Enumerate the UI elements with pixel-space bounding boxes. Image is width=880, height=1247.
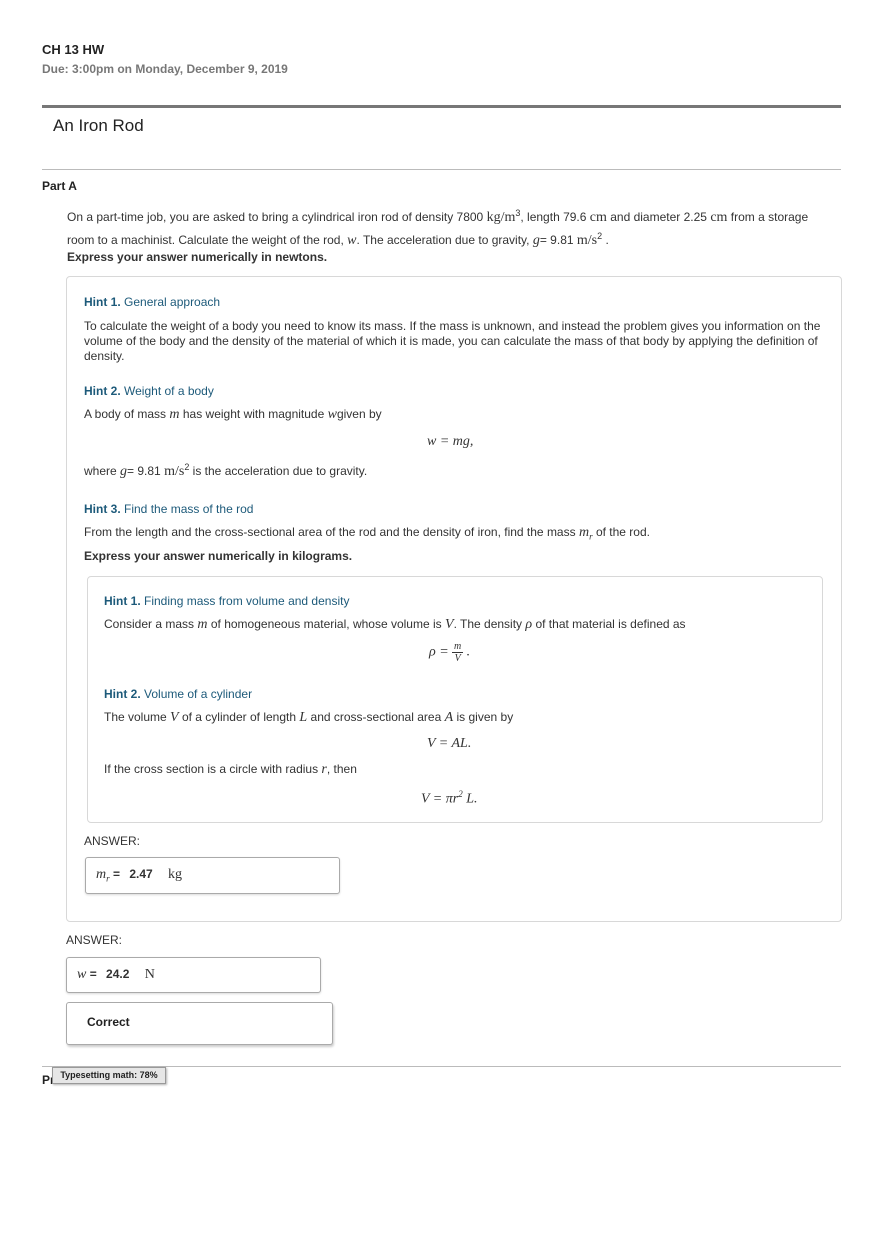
part-a-label: Part A [42, 179, 77, 193]
hint-2-header[interactable]: Hint 2. Weight of a body [84, 384, 214, 398]
hint-3-instruction: Express your answer numerically in kilograms. [84, 549, 353, 563]
hint-3-header[interactable]: Hint 3. Find the mass of the rod [84, 502, 254, 516]
weight-answer-value: 24.2 [106, 967, 130, 981]
hint-3-answer-label: ANSWER: [84, 834, 141, 848]
part-b-label: P [42, 1073, 51, 1087]
mass-answer-value: 2.47 [129, 867, 153, 881]
volume-equation: V = AL. [427, 736, 472, 751]
correct-feedback [66, 1002, 333, 1045]
sub-hint-2-header[interactable]: Hint 2. Volume of a cylinder [104, 687, 253, 701]
due-date: Due: 3:00pm on Monday, December 9, 2019 [42, 62, 288, 76]
hint-3-text: From the length and the cross-sectional area of the rod and the density of iron, find the mass $m_r$ of the rod. [84, 525, 650, 542]
hint-2-gravity-text: where g= 9.81 $m/s^2$ is the acceleration due to gravity. [84, 462, 368, 479]
density-equation: ρ = $\frac{m}{V}$ . [429, 641, 471, 664]
answer-label: ANSWER: [66, 933, 123, 947]
hint-2-text: A body of mass m has weight with magnitude wgiven by [84, 407, 382, 422]
assignment-title: CH 13 HW [42, 42, 105, 57]
hint-1-header[interactable]: Hint 1. General approach [84, 295, 221, 309]
hint-3-answer-box[interactable]: $m_r = 2.47$ kg [85, 857, 340, 894]
sub-hint-2-circle-text: If the cross section is a circle with radius r, then [104, 762, 357, 777]
answer-box[interactable]: w = 24.2 N [66, 957, 321, 993]
part-a-question: On a part-time job, you are asked to bring a cylindrical iron rod of density 7800 $kg/m^3$, length 79.6 cm and diameter 2.25 cm from a storage room to a machinist. Calculate the weight of the rod, w. The acceleration due to gravity, g= 9.81 $m/s^2$ . [67, 208, 809, 248]
sub-hint-1-text: Consider a mass m of homogeneous material, whose volume is V. The density ρ of that material is defined as [104, 617, 686, 632]
title-divider [42, 169, 841, 170]
typesetting-status: Typesetting math: 78% [52, 1067, 166, 1084]
sub-hint-2-text: The volume V of a cylinder of length L and cross-sectional area A is given by [104, 710, 514, 725]
hint-1-text: To calculate the weight of a body you need to know its mass. If the mass is unknown, and instead the problem gives you information on the volume of the body and the density of the material of which it is made, you can calculate the mass of that body by applying the definition of density. [84, 319, 821, 363]
sub-hint-1-header[interactable]: Hint 1. Finding mass from volume and density [104, 594, 350, 608]
correct-status: Correct [87, 1015, 130, 1029]
problem-title: An Iron Rod [53, 116, 144, 135]
header-divider [42, 105, 841, 108]
hint-2-equation: w = mg, [427, 434, 474, 449]
cylinder-volume-equation: $V = \pi r^2$ L. [421, 789, 478, 807]
part-a-instruction: Express your answer numerically in newtons. [67, 250, 328, 264]
